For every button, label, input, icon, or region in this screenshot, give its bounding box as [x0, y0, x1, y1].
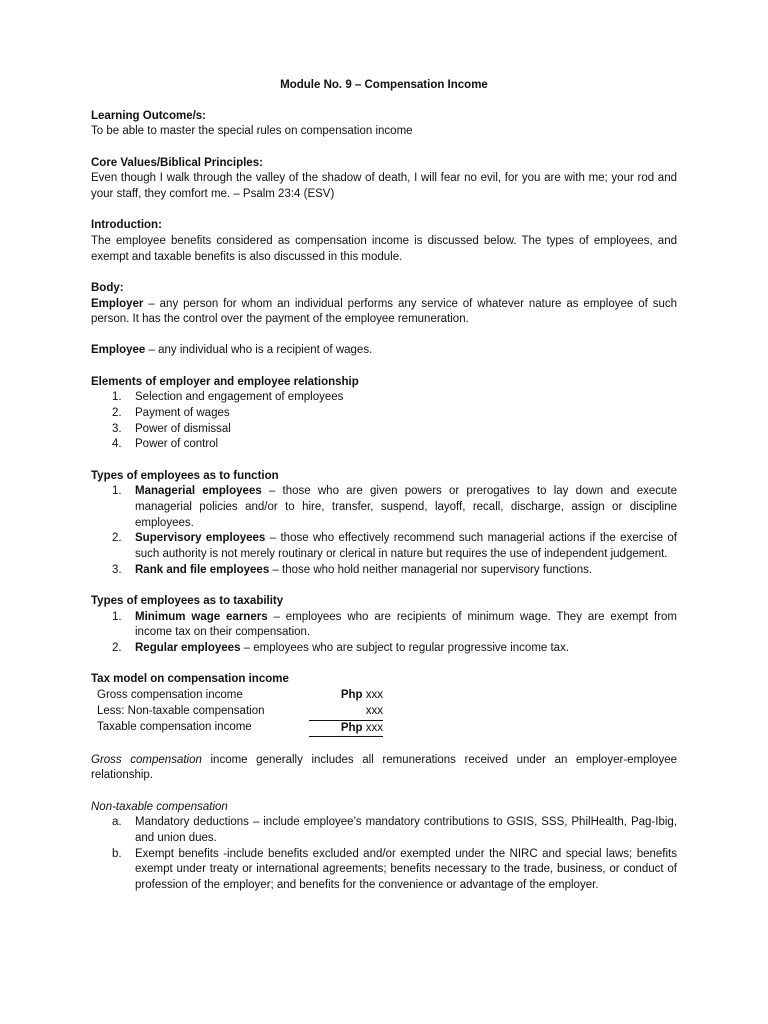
list-text: Selection and engagement of employees	[135, 391, 344, 404]
body-heading: Body:	[91, 281, 124, 294]
table-cell-value	[309, 688, 383, 704]
list-number: a.	[112, 816, 122, 829]
introduction-heading: Introduction:	[91, 219, 162, 232]
core-values-text: Even though I walk through the valley of the shadow of death, I will fear no evil, for you are with me; your rod and your staff, they comfort me. – Psalm 23:4 (ESV)	[91, 172, 677, 201]
taxability-types-list	[91, 610, 677, 657]
list-text: – those who hold neither managerial nor supervisory functions.	[269, 563, 593, 576]
list-item	[91, 437, 677, 453]
tax-model-table	[97, 688, 383, 737]
list-text: – employees who are subject to regular progressive income tax.	[240, 642, 570, 655]
table-cell-label: Gross compensation income	[97, 689, 243, 702]
introduction-section	[91, 218, 677, 265]
table-row	[97, 704, 383, 720]
list-item	[91, 641, 677, 657]
list-text: – employees who are recipients of minimum wage. They are exempt from income tax on their compensation.	[135, 610, 677, 639]
list-item	[91, 563, 677, 579]
list-item	[91, 390, 677, 406]
employee-term: Employee	[91, 344, 146, 357]
employer-term: Employer	[91, 297, 144, 310]
gross-compensation-paragraph	[91, 753, 677, 784]
taxability-types-section	[91, 594, 677, 657]
list-item	[91, 422, 677, 438]
taxability-types-heading: Types of employees as to taxability	[91, 595, 284, 608]
list-term: Minimum wage earners	[135, 610, 268, 623]
list-term: Exempt benefits	[135, 847, 219, 860]
list-item	[91, 815, 677, 846]
list-text: -include benefits excluded and/or exempted under the NIRC and special laws; benefits exempt under treaty or international agreements; benefits necessary to the trade, business, or conduct of profession of the employer; and benefits for the convenience or advantage of the employer.	[135, 847, 677, 892]
list-text: – those who are given powers or prerogatives to lay down and execute managerial policies and/or to hire, transfer, suspend, layoff, recall, discharge, assign or discipline employees.	[135, 485, 677, 529]
list-text: – include employee’s mandatory contributions to GSIS, SSS, PhilHealth, Pag-Ibig, and union dues.	[135, 816, 677, 845]
list-item	[91, 406, 677, 422]
list-number: 2.	[112, 407, 122, 420]
learning-outcome-heading: Learning Outcome/s:	[91, 109, 207, 122]
table-cell-value	[309, 704, 383, 720]
list-text: Power of control	[135, 438, 219, 451]
employer-definition	[91, 297, 677, 328]
function-types-section	[91, 469, 677, 579]
list-number: 1.	[112, 610, 122, 623]
gross-compensation-term: Gross compensation	[91, 753, 202, 766]
list-number: 3.	[112, 563, 122, 576]
list-item	[91, 847, 677, 894]
list-item	[91, 531, 677, 562]
table-row	[97, 688, 383, 704]
list-term: Supervisory employees	[135, 532, 266, 545]
list-number: 2.	[112, 532, 122, 545]
non-taxable-list	[91, 815, 677, 894]
amount: xxx	[362, 689, 383, 702]
list-number: 4.	[112, 438, 122, 451]
amount: xxx	[365, 704, 383, 717]
page-title: Module No. 9 – Compensation Income	[280, 79, 488, 91]
employer-def-text: – any person for whom an individual performs any service of whatever nature as employee of such person. It has the control over the payment of the employee remuneration.	[91, 297, 677, 326]
currency-prefix: Php	[340, 689, 363, 702]
elements-list	[91, 390, 677, 453]
elements-heading: Elements of employer and employee relationship	[91, 375, 359, 388]
currency-prefix: Php	[340, 721, 363, 734]
list-item	[91, 610, 677, 641]
list-number: 2.	[112, 642, 122, 655]
list-number: 3.	[112, 422, 122, 435]
learning-outcome-text: To be able to master the special rules on compensation income	[91, 125, 413, 138]
table-cell-label: Taxable compensation income	[97, 721, 252, 733]
amount: xxx	[362, 721, 383, 734]
function-types-list	[91, 484, 677, 578]
document-content	[91, 78, 677, 909]
non-taxable-section	[91, 800, 677, 894]
tax-model-heading: Tax model on compensation income	[91, 673, 289, 686]
table-cell-value	[309, 720, 383, 737]
table-row	[97, 720, 383, 737]
core-values-section	[91, 156, 677, 203]
list-text: Power of dismissal	[135, 422, 231, 435]
elements-section	[91, 375, 677, 454]
learning-outcome-section	[91, 109, 677, 140]
list-item	[91, 484, 677, 531]
list-number: 1.	[112, 485, 122, 498]
list-term: Regular employees	[135, 642, 241, 655]
body-section	[91, 281, 677, 328]
list-term: Mandatory deductions	[135, 816, 249, 829]
tax-model-section	[91, 672, 677, 737]
employee-def-text: – any individual who is a recipient of wages.	[145, 344, 373, 357]
introduction-text: The employee benefits considered as compensation income is discussed below. The types of employees, and exempt and taxable benefits is also discussed in this module.	[91, 234, 677, 263]
function-types-heading: Types of employees as to function	[91, 469, 279, 482]
list-text: – those who effectively recommend such managerial actions if the exercise of such authority is not merely routinary or clerical in nature but requires the use of independent judgement.	[135, 532, 677, 561]
employee-definition	[91, 343, 677, 359]
list-number: 1.	[112, 391, 122, 404]
non-taxable-heading: Non-taxable compensation	[91, 800, 228, 813]
list-term: Rank and file employees	[135, 563, 270, 576]
gross-compensation-text: income generally includes all remunerations received under an employer-employee relationship.	[91, 753, 677, 782]
list-term: Managerial employees	[135, 485, 262, 498]
table-cell-label: Less: Non-taxable compensation	[97, 704, 265, 717]
list-text: Payment of wages	[135, 407, 230, 420]
core-values-heading: Core Values/Biblical Principles:	[91, 156, 263, 169]
list-number: b.	[112, 847, 122, 860]
